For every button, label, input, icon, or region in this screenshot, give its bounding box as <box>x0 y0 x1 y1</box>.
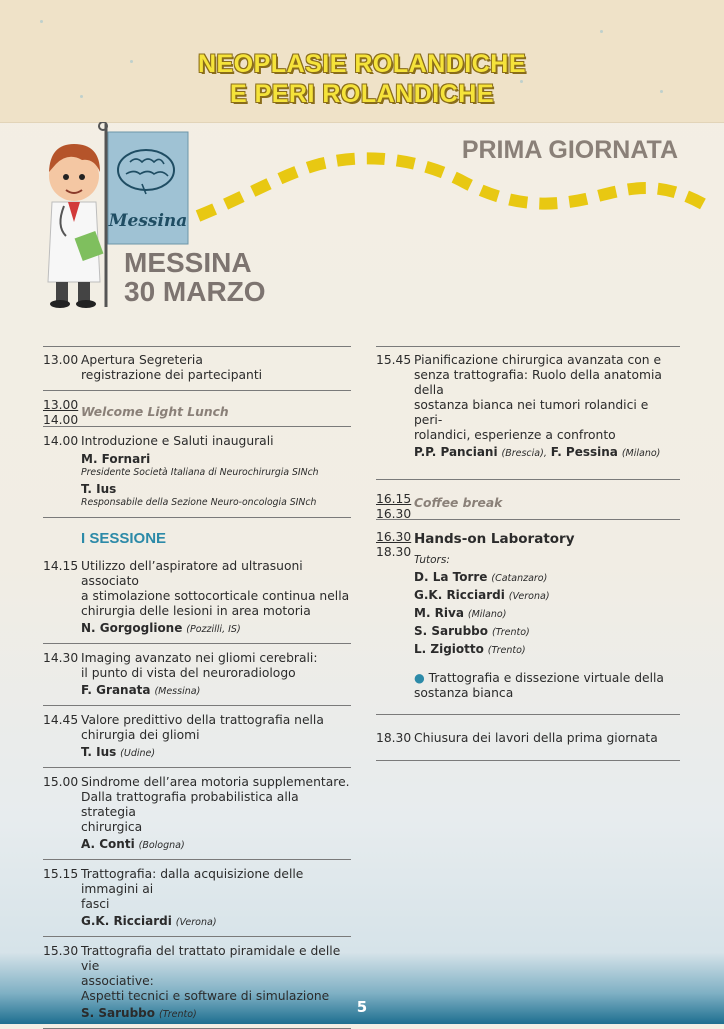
event-date: 30 MARZO <box>124 276 266 307</box>
dashed-path-decoration <box>190 150 724 230</box>
schedule-item-intro: 14.00 Introduzione e Saluti inaugurali M. Fornari Presidente Società Italiana di Neurochirurgia SINch T. Ius Responsabile della Sezione Neuro-oncologia SINch <box>43 427 351 518</box>
city-date <box>124 248 266 306</box>
schedule-item-lab: 16.30 18.30 Hands-on Laboratory Tutors: D. La Torre (Catanzaro) G.K. Ricciardi (Verona) M. Riva (Milano) S. Sarubbo (Trento) L. Zigiotto (Trento) ● Trattografia e dissezione virtuale della sostanza bianca <box>376 520 680 715</box>
page-number: 5 <box>356 998 368 1016</box>
title-line-1: NEOPLASIE ROLANDICHE <box>197 50 527 78</box>
schedule-item: 15.15 Trattografia: dalla acquisizione delle immagini ai fasci G.K. Ricciardi (Verona) <box>43 860 351 937</box>
city-name: MESSINA <box>124 247 252 278</box>
schedule-item-coffee: 16.15 16.30 Coffee break <box>376 480 680 520</box>
day-label: PRIMA GIORNATA <box>461 136 678 164</box>
schedule-left-column <box>43 346 351 1029</box>
schedule-item: 15.45 Pianificazione chirurgica avanzata con e senza trattografia: Ruolo della anatomia della sostanza bianca nei tumori rolandici e peri- rolandici, esperienze a confronto P.P. Panciani (Brescia), F. Pessina (Milano) <box>376 347 680 480</box>
flag-text: Messina <box>108 211 188 231</box>
page-header <box>0 0 724 123</box>
schedule-item: 13.00 Apertura Segreteria registrazione dei partecipanti <box>43 347 351 391</box>
schedule-item-lunch: 13.00 14.00 Welcome Light Lunch <box>43 391 351 427</box>
bullet-icon: ● <box>414 671 425 685</box>
schedule-item-closing: 18.30 Chiusura dei lavori della prima giornata <box>376 715 680 761</box>
schedule-item: 15.30 Trattografia del trattato piramidale e delle vie associative: Aspetti tecnici e software di simulazione S. Sarubbo (Trento) <box>43 937 351 1029</box>
schedule-item: 14.15 Utilizzo dell’aspiratore ad ultrasuoni associato a stimolazione sottocorticale continua nella chirurgia delle lesioni in area motoria N. Gorgoglione (Pozzilli, IS) <box>43 555 351 644</box>
schedule-item: 14.45 Valore predittivo della trattografia nella chirurgia dei gliomi T. Ius (Udine) <box>43 706 351 768</box>
title-line-2: E PERI ROLANDICHE <box>229 80 495 108</box>
session-heading: I SESSIONE <box>81 530 167 547</box>
schedule-right-column <box>376 346 680 761</box>
schedule-item: 14.30 Imaging avanzato nei gliomi cerebrali: il punto di vista del neuroradiologo F. Granata (Messina) <box>43 644 351 706</box>
schedule-item: 15.00 Sindrome dell’area motoria supplementare. Dalla trattografia probabilistica alla strategia chirurgica A. Conti (Bologna) <box>43 768 351 860</box>
